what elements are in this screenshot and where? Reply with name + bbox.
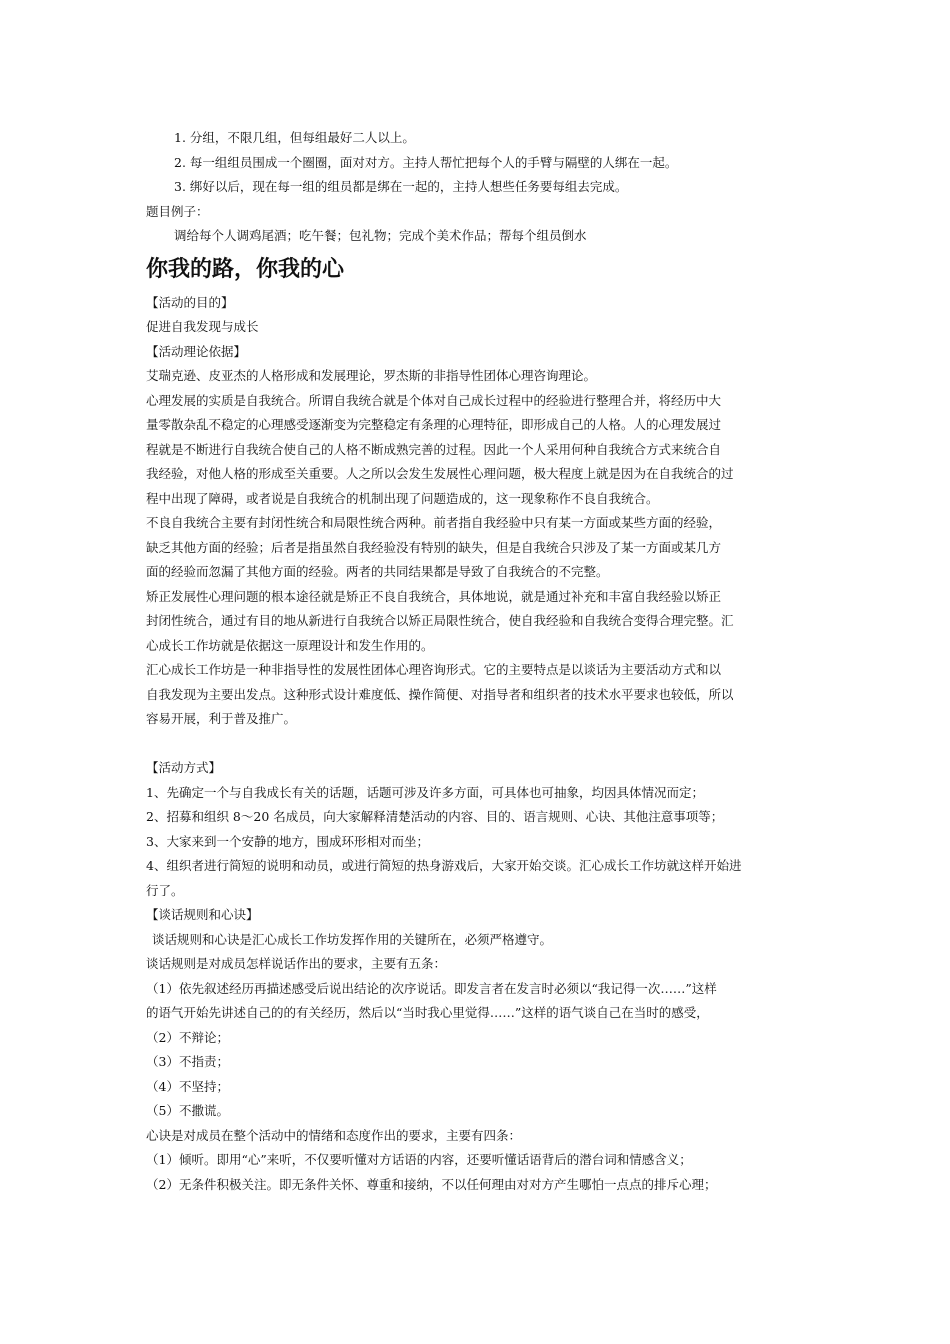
rules-summary: 谈话规则是对成员怎样说话作出的要求，主要有五条： [146,956,447,971]
rules-heading: 【谈话规则和心诀】 [146,907,259,922]
rule-line-3: （2）不辩论； [146,1029,229,1045]
rule-line-2: 的语气开始先讲述自己的的有关经历，然后以“当时我心里觉得……”这样的语气谈自己在当时的感受， [146,1005,709,1020]
mind-summary: 心诀是对成员在整个活动中的情绪和态度作出的要求，主要有四条： [146,1127,522,1143]
paragraph-line: 不良自我统合主要有封闭性统合和局限性统合两种。前者指自我经验中只有某一方面或某些方面的经验， [146,515,722,530]
paragraph-line: 量零散杂乱不稳定的心理感受逐渐变为完整稳定有条理的心理特征，即形成自己的人格。人的心理发展过 [146,417,722,432]
rule-line-6: （5）不撒谎。 [146,1103,229,1118]
purpose-heading: 【活动的目的】 [146,294,234,310]
examples-text: 调给每个人调鸡尾酒；吃午餐；包礼物；完成个美术作品；帮每个组员倒水 [174,228,587,243]
paragraph-line: 封闭性统合，通过有目的地从新进行自我统合以矫正局限性统合，使自我经验和自我统合变得合理完整。汇 [146,613,734,628]
rule-line-4: （3）不指责； [146,1054,229,1069]
intro-step-2: 2. 每一组组员围成一个圈圈，面对对方。主持人帮忙把每个人的手臂与隔壁的人绑在一起。 [174,154,678,170]
blank-line [146,732,814,757]
paragraph-line: 容易开展，利于普及推广。 [146,711,297,726]
rule-line-1: （1）依先叙述经历再描述感受后说出结论的次序说话。即发言者在发言时必须以“我记得一次……”这样 [146,980,717,996]
theory-paragraph-3 [146,585,814,659]
method-heading: 【活动方式】 [146,760,222,775]
paragraph-line: 自我发现为主要出发点。这种形式设计难度低、操作简便、对指导者和组织者的技术水平要求也较低，所以 [146,686,734,702]
rule-line-5: （4）不坚持； [146,1078,229,1094]
paragraph-line: 程中出现了障碍，或者说是自我统合的机制出现了问题造成的，这一现象称作不良自我统合。 [146,490,659,506]
paragraph-line: 矫正发展性心理问题的根本途径就是矫正不良自我统合，具体地说，就是通过补充和丰富自我经验以矫正 [146,588,722,604]
paragraph-line: 汇心成长工作坊是一种非指导性的发展性团体心理咨询形式。它的主要特点是以谈话为主要活动方式和以 [146,662,722,677]
intro-step-3: 3. 绑好以后，现在每一组的组员都是绑在一起的，主持人想些任务要每组去完成。 [174,179,628,194]
section-title: 你我的路，你我的心 [146,256,345,282]
theory-paragraph-1 [146,389,814,512]
paragraph-line: 心理发展的实质是自我统合。所谓自我统合就是个体对自己成长过程中的经验进行整理合并，将经历中大 [146,392,722,408]
document-page [146,126,814,1197]
paragraph-line: 面的经验而忽漏了其他方面的经验。两者的共同结果都是导致了自我统合的不完整。 [146,564,609,579]
purpose-text: 促进自我发现与成长 [146,319,259,334]
paragraph-line: 心成长工作坊就是依据这一原理设计和发生作用的。 [146,637,434,653]
method-line-1: 1、先确定一个与自我成长有关的话题，话题可涉及许多方面，可具体也可抽象，均因具体情况而定； [146,784,704,800]
paragraph-line: 我经验，对他人格的形成至关重要。人之所以会发生发展性心理问题，极大程度上就是因为在自我统合的过 [146,466,734,481]
mind-line-1: （1）倾听。即用“心”来听，不仅要听懂对方话语的内容，还要听懂话语背后的潜台词和情感含义； [146,1152,692,1167]
paragraph-line: 缺乏其他方面的经验；后者是指虽然自我经验没有特别的缺失，但是自我统合只涉及了某一方面或某几方 [146,539,722,555]
theory-heading: 【活动理论依据】 [146,343,247,359]
method-line-3: 3、大家来到一个安静的地方，围成环形相对而坐； [146,833,429,849]
intro-step-1: 1. 分组，不限几组，但每组最好二人以上。 [174,130,415,145]
theory-paragraph-4 [146,658,814,732]
mind-line-2: （2）无条件积极关注。即无条件关怀、尊重和接纳，不以任何理由对对方产生哪怕一点点的排斥心理； [146,1176,717,1192]
method-line-2: 2、招募和组织 8～20 名成员，向大家解释清楚活动的内容、目的、语言规则、心诀、其他注意事项等； [146,809,724,824]
examples-label: 题目例子： [146,203,209,219]
theory-intro: 艾瑞克逊、皮亚杰的人格形成和发展理论，罗杰斯的非指导性团体心理咨询理论。 [146,368,597,383]
paragraph-line: 程就是不断进行自我统合使自己的人格不断成熟完善的过程。因此一个人采用何种自我统合方式来统合自 [146,441,722,457]
method-line-4: 4、组织者进行简短的说明和动员，或进行简短的热身游戏后，大家开始交谈。汇心成长工作坊就这样开始进 [146,858,742,873]
theory-paragraph-2 [146,511,814,585]
rules-intro: 谈话规则和心诀是汇心成长工作坊发挥作用的关键所在，必须严格遵守。 [152,931,553,947]
method-line-5: 行了。 [146,882,184,898]
